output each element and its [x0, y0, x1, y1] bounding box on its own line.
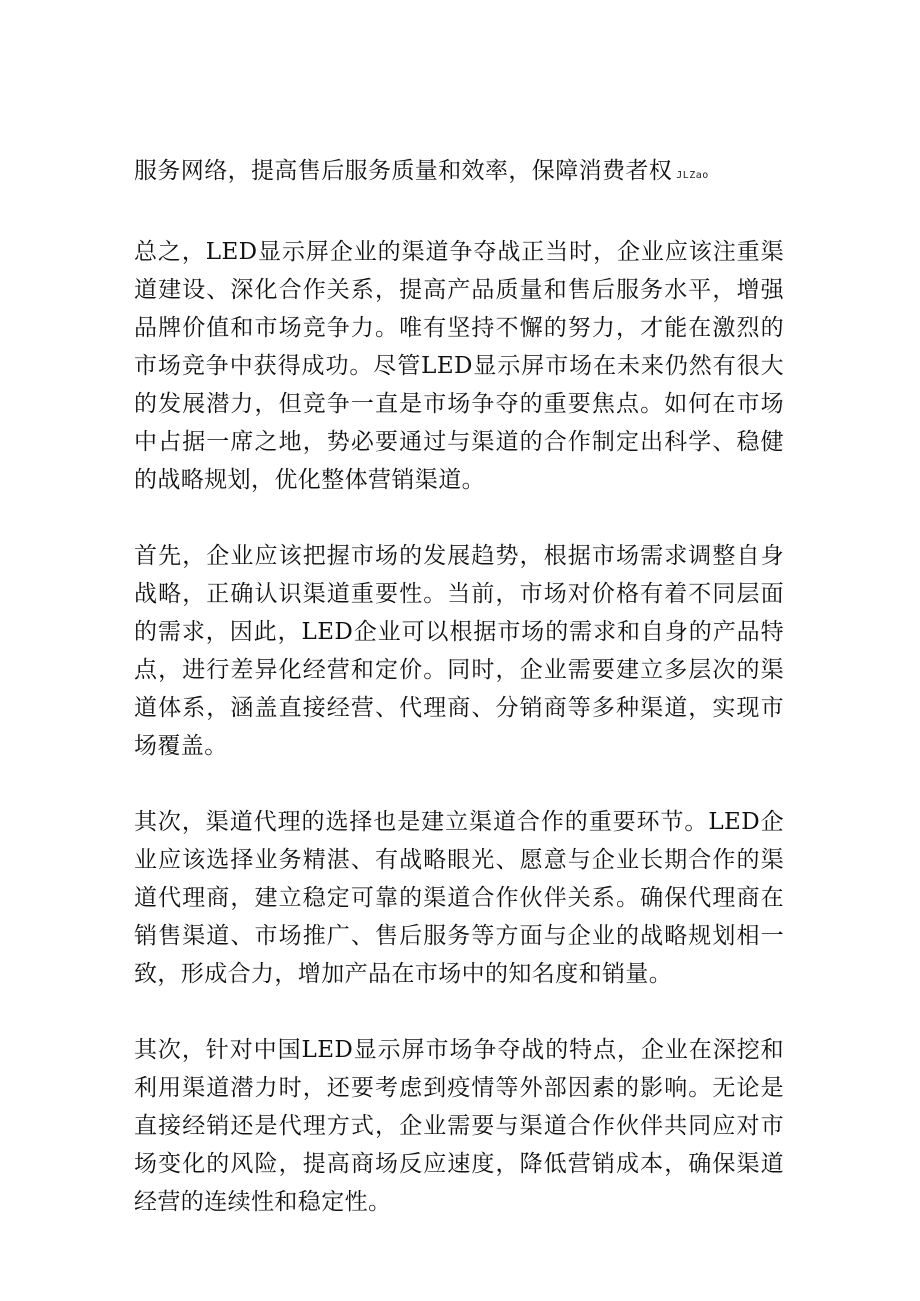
paragraph-third: 其次，针对中国LED显示屏市场争夺战的特点，企业在深挖和利用渠道潜力时，还要考虑到疫情等外部因素的影响。无论是直接经销还是代理方式，企业需要与渠道合作伙伴共同应对市场变化的风险，提高商场反应速度，降低营销成本，确保渠道经营的连续性和稳定性。 — [134, 1037, 784, 1215]
paragraph-first: 首先，企业应该把握市场的发展趋势，根据市场需求调整自身战略，正确认识渠道重要性。当前，市场对价格有着不同层面的需求，因此，LED企业可以根据市场的需求和自身的产品特点，进行差异化经营和定价。同时，企业需要建立多层次的渠道体系，涵盖直接经营、代理商、分销商等多种渠道，实现市场覆盖。 — [134, 543, 784, 759]
paragraph-summary: 总之，LED显示屏企业的渠道争夺战正当时，企业应该注重渠道建设、深化合作关系，提高产品质量和售后服务水平，增强品牌价值和市场竞争力。唯有坚持不懈的努力，才能在激烈的市场竞争中获得成功。尽管LED显示屏市场在未来仍然有很大的发展潜力，但竞争一直是市场争夺的重要焦点。如何在市场中占据一席之地，势必要通过与渠道的合作制定出科学、稳健的战略规划，优化整体营销渠道。 — [134, 239, 784, 493]
document-body — [134, 152, 784, 1259]
watermark-text: JLZao — [676, 170, 709, 181]
paragraph-second: 其次，渠道代理的选择也是建立渠道合作的重要环节。LED企业应该选择业务精湛、有战略眼光、愿意与企业长期合作的渠道代理商，建立稳定可靠的渠道合作伙伴关系。确保代理商在销售渠道、市场推广、售后服务等方面与企业的战略规划相一致，形成合力，增加产品在市场中的知名度和销量。 — [134, 809, 784, 987]
lead-line-text: 服务网络，提高售后服务质量和效率，保障消费者权 — [134, 158, 673, 184]
lead-line — [134, 152, 784, 195]
